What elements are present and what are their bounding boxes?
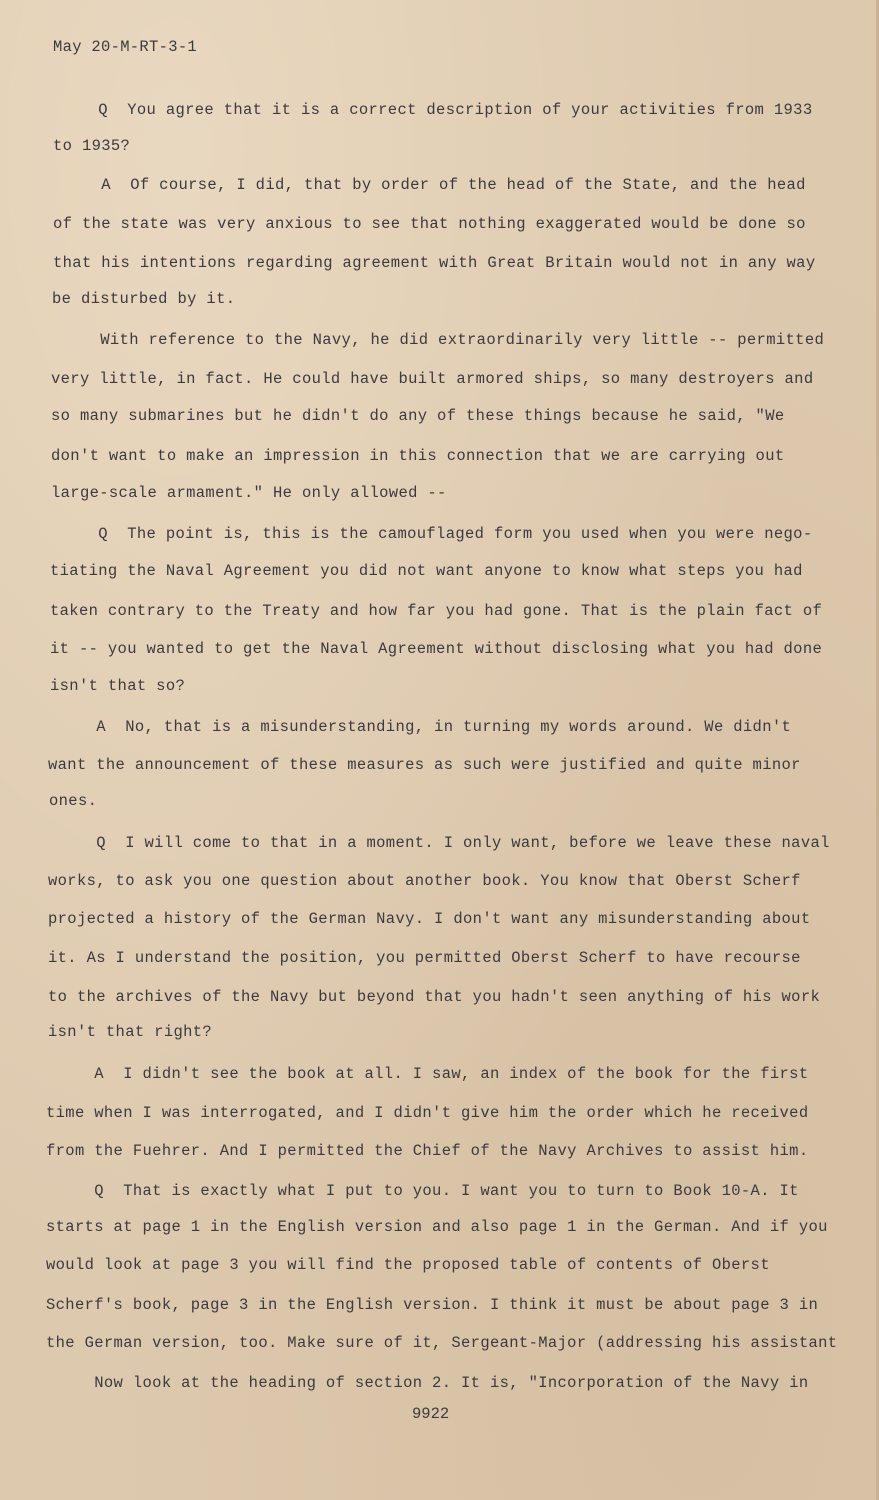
text-line: A I didn't see the book at all. I saw, an index of the book for the first xyxy=(46,1065,809,1083)
text-line: to the archives of the Navy but beyond that you hadn't seen anything of his work xyxy=(48,988,821,1006)
text-line: taken contrary to the Treaty and how far you had gone. That is the plain fact of xyxy=(50,602,823,620)
text-line: it. As I understand the position, you permitted Oberst Scherf to have recourse xyxy=(48,949,801,967)
text-line: isn't that so? xyxy=(50,677,186,695)
text-line: isn't that right? xyxy=(48,1023,213,1041)
text-line: very little, in fact. He could have built armored ships, so many destroyers and xyxy=(51,370,814,388)
text-line: to 1935? xyxy=(53,137,131,155)
text-line: Q That is exactly what I put to you. I want you to turn to Book 10-A. It xyxy=(46,1182,799,1200)
text-line: would look at page 3 you will find the proposed table of contents of Oberst xyxy=(46,1256,770,1274)
text-line: don't want to make an impression in this connection that we are carrying out xyxy=(51,447,785,465)
text-line: ones. xyxy=(49,792,98,810)
text-line: A Of course, I did, that by order of the head of the State, and the head xyxy=(53,176,806,194)
text-line: that his intentions regarding agreement with Great Britain would not in any way xyxy=(53,254,816,272)
text-line: so many submarines but he didn't do any of these things because he said, "We xyxy=(51,407,785,425)
text-line: Now look at the heading of section 2. It is, "Incorporation of the Navy in xyxy=(46,1374,809,1392)
text-line: projected a history of the German Navy. I don't want any misunderstanding about xyxy=(48,910,811,928)
text-line: Scherf's book, page 3 in the English version. I think it must be about page 3 in xyxy=(46,1296,819,1314)
text-line: Q I will come to that in a moment. I only want, before we leave these naval xyxy=(48,834,830,852)
text-line: from the Fuehrer. And I permitted the Chief of the Navy Archives to assist him. xyxy=(46,1142,809,1160)
text-line: Q You agree that it is a correct description of your activities from 1933 xyxy=(50,101,813,119)
text-line: works, to ask you one question about another book. You know that Oberst Scherf xyxy=(48,872,801,890)
text-line: be disturbed by it. xyxy=(52,290,236,308)
text-line: of the state was very anxious to see that nothing exaggerated would be done so xyxy=(53,215,806,233)
page-number: 9922 xyxy=(412,1405,450,1423)
text-line: want the announcement of these measures as such were justified and quite minor xyxy=(48,756,801,774)
text-line: time when I was interrogated, and I didn't give him the order which he received xyxy=(46,1104,809,1122)
text-line: A No, that is a misunderstanding, in turning my words around. We didn't xyxy=(48,718,792,736)
text-line: large-scale armament." He only allowed -- xyxy=(51,484,447,502)
text-line: With reference to the Navy, he did extraordinarily very little -- permitted xyxy=(52,331,825,349)
document-reference: May 20-M-RT-3-1 xyxy=(53,38,198,56)
text-line: tiating the Naval Agreement you did not want anyone to know what steps you had xyxy=(50,562,803,580)
text-line: Q The point is, this is the camouflaged form you used when you were nego- xyxy=(50,525,813,543)
text-line: the German version, too. Make sure of it, Sergeant-Major (addressing his assistant xyxy=(46,1334,838,1352)
text-line: it -- you wanted to get the Naval Agreement without disclosing what you had done xyxy=(50,640,823,658)
text-line: starts at page 1 in the English version and also page 1 in the German. And if you xyxy=(46,1218,828,1236)
